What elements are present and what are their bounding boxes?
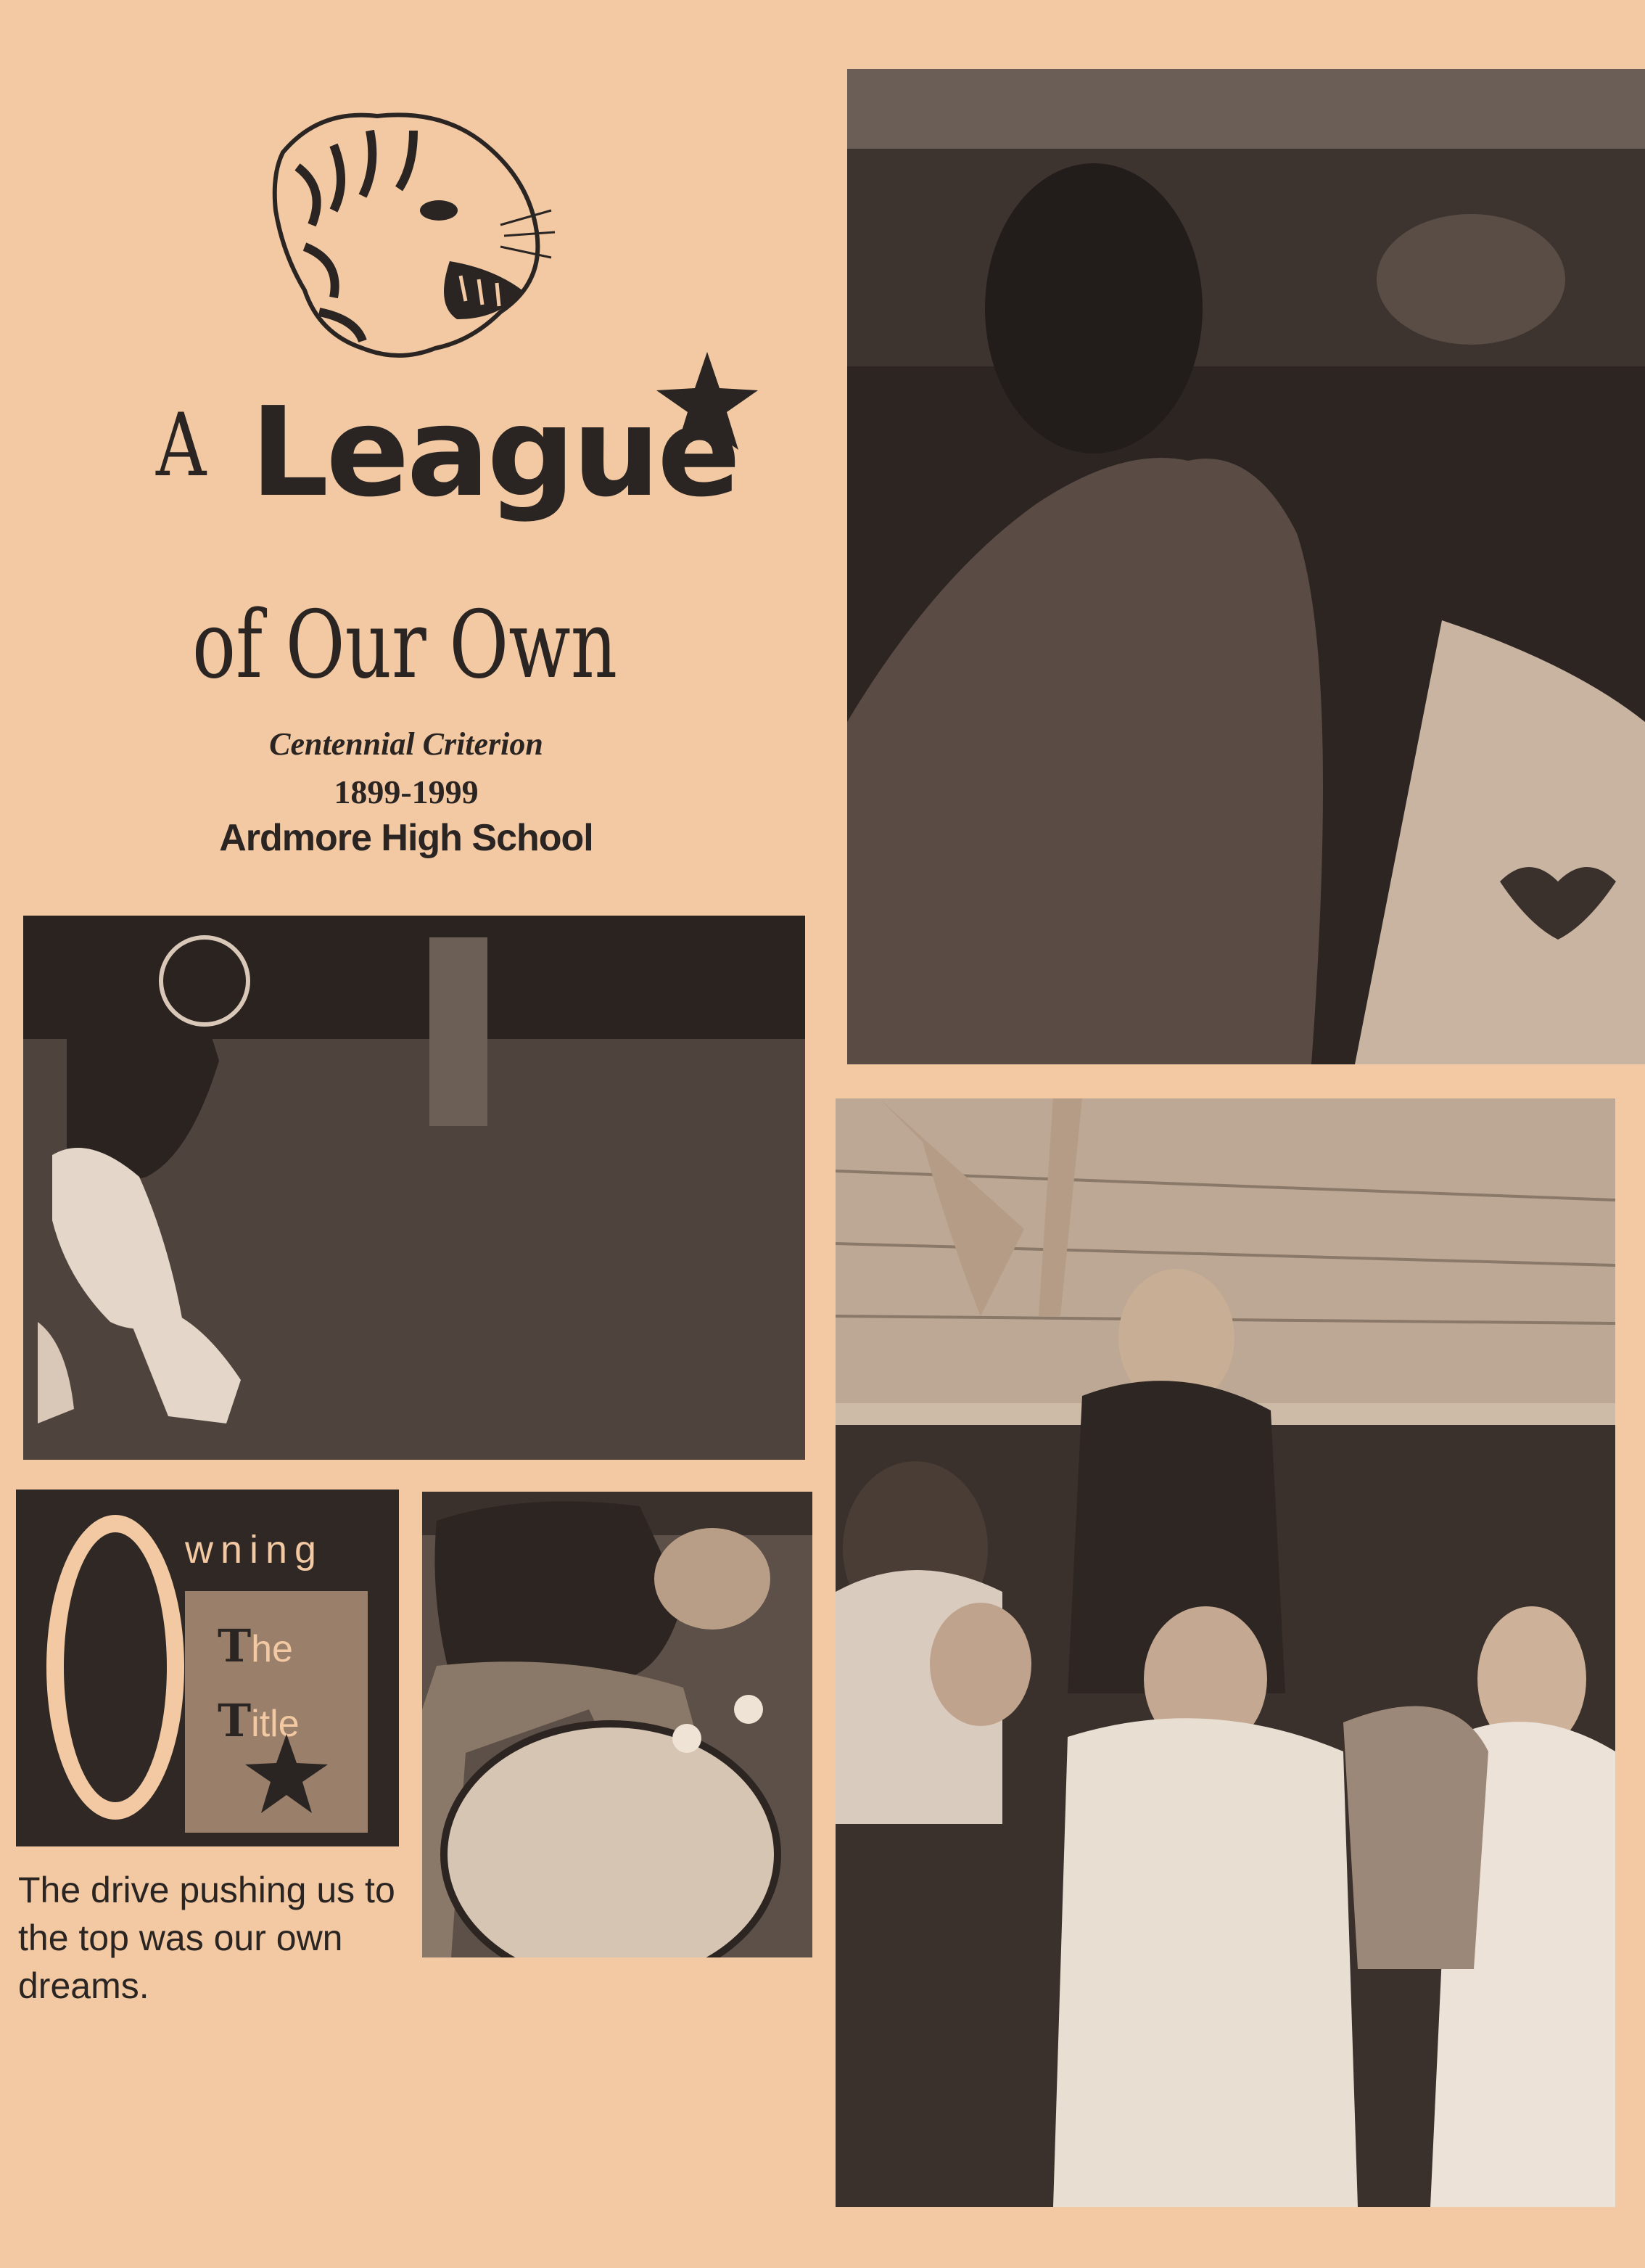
photo-cheering-crowd bbox=[836, 1098, 1615, 2207]
photo-student-signing bbox=[847, 69, 1645, 1064]
tiger-logo bbox=[254, 102, 558, 377]
owning-word: wning bbox=[185, 1528, 324, 1571]
star-icon-small bbox=[243, 1730, 330, 1817]
photo-drummer bbox=[422, 1492, 812, 1957]
caption-text: The drive pushing us to the top was our own dreams. bbox=[18, 1870, 395, 2006]
the-word: The bbox=[218, 1619, 293, 1672]
book-years: 1899-1999 bbox=[334, 773, 479, 810]
title-a: A bbox=[156, 395, 207, 496]
big-letter-o bbox=[46, 1515, 184, 1820]
school-name: Ardmore High School bbox=[219, 817, 593, 859]
title-league: League bbox=[250, 381, 738, 525]
photo-football-player bbox=[23, 916, 805, 1460]
title-word: Title bbox=[218, 1694, 300, 1747]
title-rest: of Our Own bbox=[192, 591, 618, 699]
book-subtitle: Centennial Criterion bbox=[269, 726, 543, 762]
